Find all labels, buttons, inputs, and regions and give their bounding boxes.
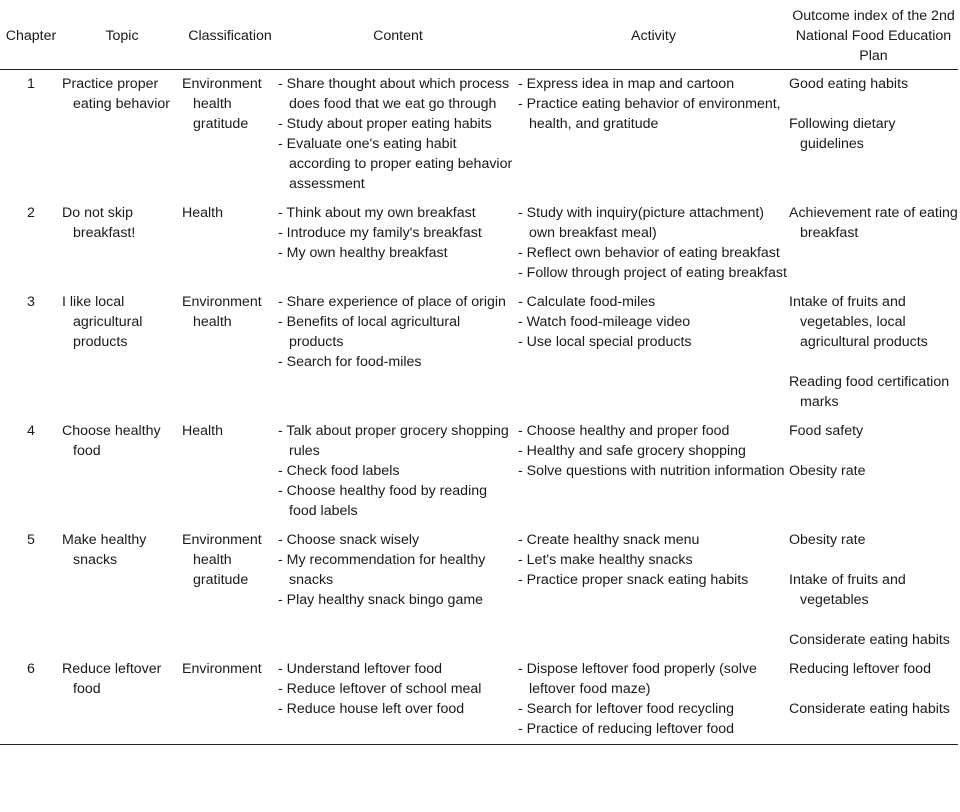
classification-item: health xyxy=(193,96,232,112)
cell-topic: Choose healthy food xyxy=(62,423,161,459)
cell-outcome xyxy=(789,655,958,745)
cell-outcome xyxy=(789,417,958,526)
cell-classification xyxy=(182,526,278,655)
activity-item: - Dispose leftover food properly (solve leftover food maze) xyxy=(518,661,757,697)
cell-activity xyxy=(518,70,789,200)
activity-item: - Use local special products xyxy=(518,334,692,350)
content-item: - Play healthy snack bingo game xyxy=(278,592,484,608)
cell-chapter: 2 xyxy=(27,205,35,221)
cell-topic: Reduce leftover food xyxy=(62,655,182,745)
outcome-spacer xyxy=(789,550,958,570)
table-header-row xyxy=(0,4,958,70)
activity-item: - Study with inquiry(picture attachment) own breakfast meal) xyxy=(518,205,765,241)
table-row xyxy=(0,655,958,745)
header-outcome: Outcome index of the 2nd National Food Education Plan xyxy=(789,4,958,70)
cell-activity xyxy=(518,288,789,417)
classification-item: gratitude xyxy=(193,572,249,588)
cell-classification xyxy=(182,199,278,288)
outcome-item: Following dietary guidelines xyxy=(789,116,896,152)
content-item: - Check food labels xyxy=(278,463,400,479)
content-item: - Choose snack wisely xyxy=(278,532,420,548)
content-item: - Share thought about which process does food that we eat go through xyxy=(278,76,510,112)
classification-item: Health xyxy=(182,423,224,439)
classification-item: health xyxy=(193,314,232,330)
cell-classification xyxy=(182,288,278,417)
cell-outcome xyxy=(789,288,958,417)
cell-content xyxy=(278,70,518,200)
cell-classification xyxy=(182,655,278,745)
outcome-item: Intake of fruits and vegetables xyxy=(789,572,906,608)
content-item: - Evaluate one's eating habit according to proper eating behavior assessment xyxy=(278,136,513,192)
cell-activity xyxy=(518,526,789,655)
table-row xyxy=(0,288,958,417)
activity-item: - Express idea in map and cartoon xyxy=(518,76,735,92)
outcome-item: Considerate eating habits xyxy=(789,701,950,717)
outcome-item: Food safety xyxy=(789,423,864,439)
cell-content xyxy=(278,655,518,745)
activity-item: - Practice eating behavior of environment, health, and gratitude xyxy=(518,96,781,132)
content-item: - Understand leftover food xyxy=(278,661,443,677)
activity-item: - Solve questions with nutrition information xyxy=(518,463,785,479)
outcome-spacer xyxy=(789,610,958,630)
header-activity: Activity xyxy=(518,4,789,70)
curriculum-table xyxy=(0,4,958,745)
cell-outcome xyxy=(789,70,958,200)
outcome-item: Good eating habits xyxy=(789,76,909,92)
cell-topic: Do not skip breakfast! xyxy=(62,205,136,241)
activity-item: - Practice proper snack eating habits xyxy=(518,572,749,588)
classification-item: health xyxy=(193,552,232,568)
activity-item: - Calculate food-miles xyxy=(518,294,656,310)
activity-item: - Watch food-mileage video xyxy=(518,314,691,330)
table-row xyxy=(0,526,958,655)
table-row xyxy=(0,199,958,288)
activity-item: - Let's make healthy snacks xyxy=(518,552,693,568)
activity-item: - Choose healthy and proper food xyxy=(518,423,730,439)
cell-chapter: 3 xyxy=(27,294,35,310)
table-row xyxy=(0,70,958,200)
content-item: - My recommendation for healthy snacks xyxy=(278,552,486,588)
cell-chapter: 6 xyxy=(0,655,62,745)
outcome-spacer xyxy=(789,441,958,461)
content-item: - Study about proper eating habits xyxy=(278,116,492,132)
cell-activity xyxy=(518,417,789,526)
cell-content xyxy=(278,288,518,417)
cell-chapter: 5 xyxy=(27,532,35,548)
classification-item: Environment xyxy=(182,661,262,677)
activity-item: - Practice of reducing leftover food xyxy=(518,721,735,737)
cell-activity xyxy=(518,655,789,745)
classification-item: Environment xyxy=(182,294,262,310)
outcome-item: Considerate eating habits xyxy=(789,632,950,648)
content-item: - Reduce leftover of school meal xyxy=(278,681,482,697)
header-classification: Classification xyxy=(182,4,278,70)
content-item: - Benefits of local agricultural products xyxy=(278,314,461,350)
classification-item: Health xyxy=(182,205,224,221)
cell-content xyxy=(278,199,518,288)
cell-topic: I like local agricultural products xyxy=(62,294,143,350)
content-item: - Reduce house left over food xyxy=(278,701,465,717)
activity-item: - Follow through project of eating breakfast xyxy=(518,265,787,281)
cell-topic: Make healthy snacks xyxy=(62,532,147,568)
cell-activity xyxy=(518,199,789,288)
classification-item: Environment xyxy=(182,532,262,548)
outcome-item: Intake of fruits and vegetables, local agricultural products xyxy=(789,294,928,350)
header-content: Content xyxy=(278,4,518,70)
outcome-spacer xyxy=(789,679,958,699)
outcome-item: Achievement rate of eating breakfast xyxy=(789,205,958,241)
content-item: - My own healthy breakfast xyxy=(278,245,448,261)
outcome-item: Obesity rate xyxy=(789,463,866,479)
content-item: - Think about my own breakfast xyxy=(278,205,476,221)
cell-topic: Practice proper eating behavior xyxy=(62,76,171,112)
header-topic: Topic xyxy=(62,4,182,70)
outcome-item: Reducing leftover food xyxy=(789,661,931,677)
content-item: - Search for food-miles xyxy=(278,354,422,370)
activity-item: - Reflect own behavior of eating breakfast xyxy=(518,245,780,261)
table-row xyxy=(0,417,958,526)
cell-classification xyxy=(182,417,278,526)
cell-content xyxy=(278,526,518,655)
content-item: - Share experience of place of origin xyxy=(278,294,506,310)
cell-chapter: 4 xyxy=(27,423,35,439)
header-chapter: Chapter xyxy=(0,4,62,70)
cell-outcome xyxy=(789,526,958,655)
activity-item: - Search for leftover food recycling xyxy=(518,701,735,717)
classification-item: gratitude xyxy=(193,116,249,132)
activity-item: - Create healthy snack menu xyxy=(518,532,700,548)
classification-item: Environment xyxy=(182,76,262,92)
cell-outcome xyxy=(789,199,958,288)
content-item: - Choose healthy food by reading food labels xyxy=(278,483,488,519)
cell-classification xyxy=(182,70,278,200)
outcome-spacer xyxy=(789,94,958,114)
cell-content xyxy=(278,417,518,526)
cell-chapter: 1 xyxy=(27,76,35,92)
outcome-item: Obesity rate xyxy=(789,532,866,548)
content-item: - Talk about proper grocery shopping rules xyxy=(278,423,509,459)
outcome-spacer xyxy=(789,352,958,372)
content-item: - Introduce my family's breakfast xyxy=(278,225,482,241)
outcome-item: Reading food certification marks xyxy=(789,374,950,410)
activity-item: - Healthy and safe grocery shopping xyxy=(518,443,746,459)
